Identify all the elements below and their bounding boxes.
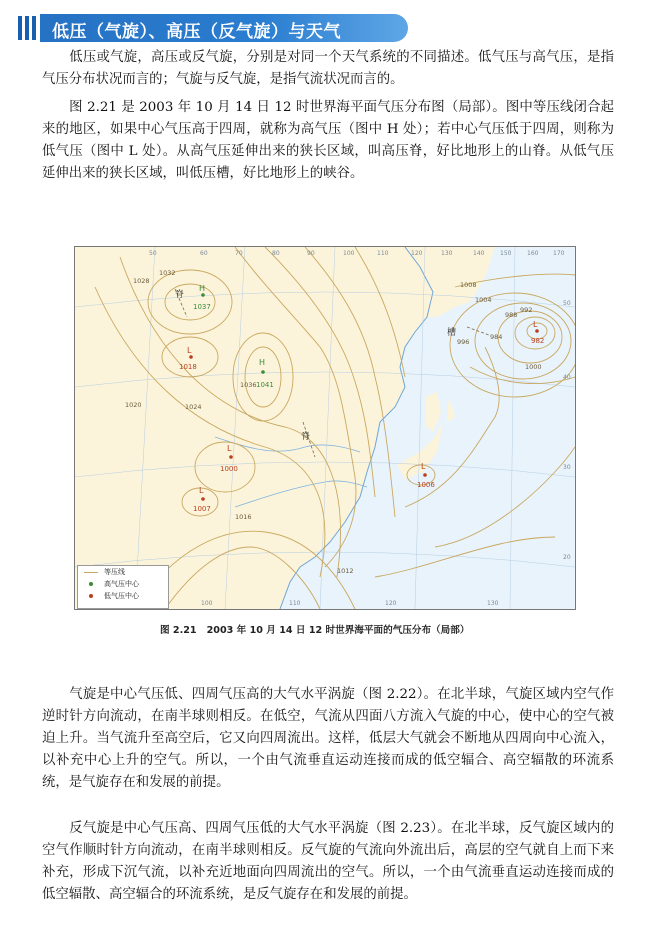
- paragraph-4: 反气旋是中心气压高、四周气压低的大气水平涡旋（图 2.23）。在北半球，反气旋区域内的空气作顺时针方向流动，在南半球则相反。反气旋的气流向外流出后，高层的空气就自上而下来补充，形成下沉气流，以补充近地面向四周流出的空气。所以，一个由气流垂直运动连接而成的低空辐散、高空辐合的环流系统，是反气旋存在和发展的前提。: [42, 821, 614, 902]
- isobar-label: 1004: [475, 296, 492, 304]
- isobar-label: 1016: [235, 513, 252, 521]
- svg-text:100: 100: [201, 600, 213, 607]
- svg-text:50: 50: [149, 250, 157, 257]
- svg-text:160: 160: [527, 250, 539, 257]
- svg-text:1006: 1006: [417, 481, 435, 489]
- svg-text:60: 60: [200, 250, 208, 257]
- svg-text:1037: 1037: [193, 303, 211, 311]
- svg-text:110: 110: [377, 250, 389, 257]
- section-header: [18, 12, 408, 42]
- ridge-label: 脊: [301, 432, 311, 442]
- isobar-label: 1024: [185, 403, 202, 411]
- isobar-label: 1028: [133, 277, 150, 285]
- isobar-label: 1008: [460, 281, 477, 289]
- caption-number: 图 2.21: [160, 625, 197, 636]
- pressure-map: [75, 247, 575, 609]
- svg-text:L: L: [199, 486, 204, 495]
- svg-text:70: 70: [235, 250, 243, 257]
- svg-text:140: 140: [473, 250, 485, 257]
- paragraph-1: 低压或气旋，高压或反气旋，分别是对同一个天气系统的不同描述。低气压与高气压，是指气压分布状况而言的；气旋与反气旋，是指气流状况而言的。: [42, 50, 614, 87]
- caption-text: 2003 年 10 月 14 日 12 时世界海平面的气压分布（局部）: [206, 625, 470, 636]
- svg-text:20: 20: [563, 554, 571, 561]
- svg-text:L: L: [227, 444, 232, 453]
- svg-text:L: L: [187, 346, 192, 355]
- isobar-label: 988: [505, 311, 518, 319]
- pressure-map-figure: [74, 246, 576, 610]
- svg-text:L: L: [533, 320, 538, 329]
- isobar-label: 1000: [525, 363, 542, 371]
- isobar-label: 1036: [240, 381, 257, 389]
- svg-text:982: 982: [531, 337, 545, 345]
- trough-label: 槽: [447, 328, 457, 338]
- isobar-label: 1012: [337, 567, 354, 575]
- svg-text:100: 100: [343, 250, 355, 257]
- svg-text:H: H: [259, 358, 266, 367]
- svg-text:120: 120: [385, 600, 397, 607]
- svg-text:30: 30: [563, 464, 571, 471]
- figure-caption: [160, 622, 479, 636]
- paragraph-3: 气旋是中心气压低、四周气压高的大气水平涡旋（图 2.22）。在北半球，气旋区域内空气作逆时针方向流动，在南半球则相反。在低空，气流从四面八方流入气旋的中心，使中心的空气被迫上升。当气流升至高空后，它又向四周流出。这样，低层大气就会不断地从四周向中心流入，以补充中心上升的空气。所以，一个由气流垂直运动连接而成的低空辐合、高空辐散的环流系统，是气旋存在和发展的前提。: [42, 687, 614, 790]
- svg-text:50: 50: [563, 300, 571, 307]
- svg-text:130: 130: [441, 250, 453, 257]
- svg-text:40: 40: [563, 374, 571, 381]
- map-legend: [77, 565, 169, 609]
- legend-low: 低气压中心: [78, 590, 168, 602]
- svg-text:130: 130: [487, 600, 499, 607]
- isobar-label: 992: [520, 306, 533, 314]
- legend-isobar: 等压线: [78, 566, 168, 578]
- svg-text:110: 110: [289, 600, 301, 607]
- isobar-label: 1032: [159, 269, 176, 277]
- isobar-label: 1020: [125, 401, 142, 409]
- svg-text:90: 90: [307, 250, 315, 257]
- svg-text:1007: 1007: [193, 505, 211, 513]
- svg-text:80: 80: [272, 250, 280, 257]
- svg-text:1000: 1000: [220, 465, 238, 473]
- section-title: 低压（气旋）、高压（反气旋）与天气: [52, 22, 341, 42]
- svg-text:120: 120: [411, 250, 423, 257]
- legend-high: 高气压中心: [78, 578, 168, 590]
- svg-text:150: 150: [500, 250, 512, 257]
- svg-text:L: L: [421, 462, 426, 471]
- isobar-label: 984: [490, 333, 503, 341]
- svg-text:1018: 1018: [179, 363, 197, 371]
- svg-text:1041: 1041: [256, 381, 274, 389]
- paragraph-2: 图 2.21 是 2003 年 10 月 14 日 12 时世界海平面气压分布图（局部）。图中等压线闭合起来的地区，如果中心气压高于四周，就称为高气压（图中 H 处）；若中心气压低于四周，则称为低气压（图中 L 处）。从高气压延伸出来的狭长区域，叫高压脊，好比地形上的山脊。从低气压延伸出来的狭长区域，叫低压槽，好比地形上的峡谷。: [42, 100, 614, 181]
- svg-text:H: H: [199, 284, 206, 293]
- svg-text:170: 170: [553, 250, 565, 257]
- ridge-label: 脊: [175, 290, 185, 300]
- isobar-label: 996: [457, 338, 470, 346]
- header-bars-icon: [18, 16, 38, 40]
